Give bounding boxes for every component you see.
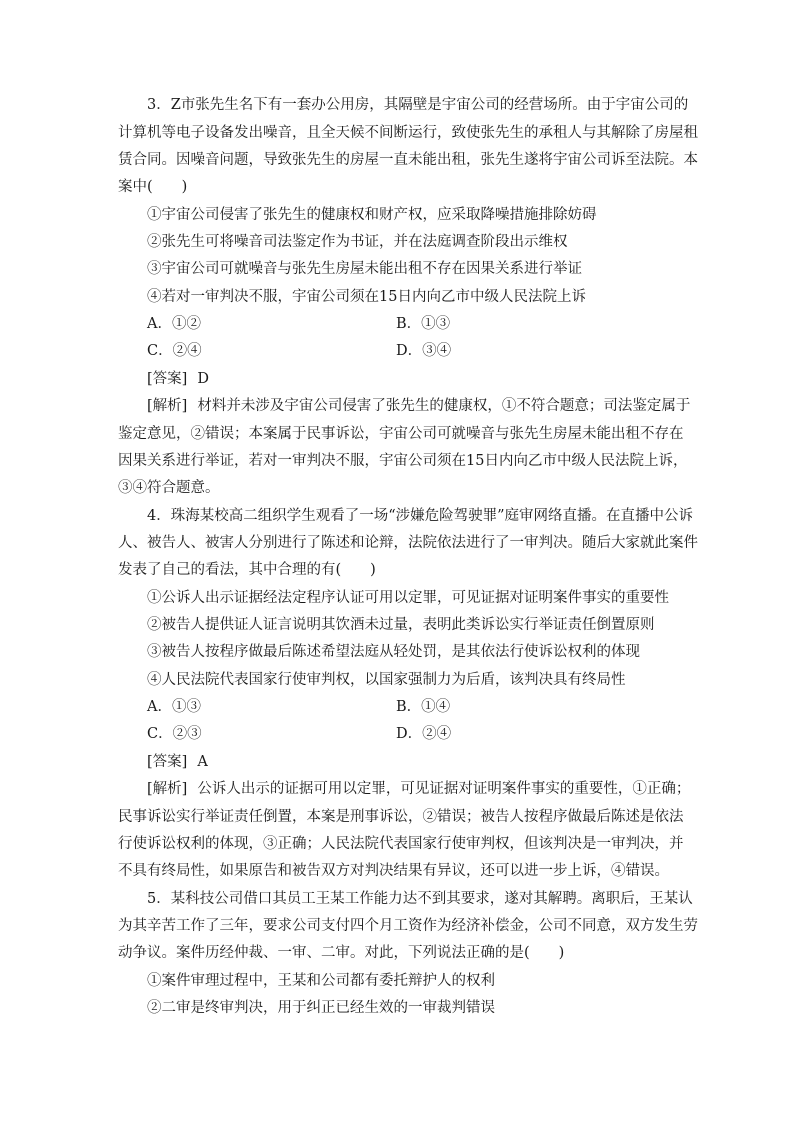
q3-stem-line-3: 赁合同。因噪音问题，导致张先生的房屋一直未能出租，张先生遂将宇宙公司诉至法院。本 xyxy=(118,152,698,168)
q3-stem-line-2: 计算机等电子设备发出噪音，且全天候不间断运行，致使张先生的承租人与其解除了房屋租 xyxy=(118,125,698,141)
q4-option-c: C．②③ xyxy=(147,726,202,742)
q4-option-a: A．①③ xyxy=(147,699,201,715)
q5-stem-line-3: 动争议。案件历经仲裁、一审、二审。对此，下列说法正确的是( ) xyxy=(118,945,565,961)
q4-statement-2: ②被告人提供证人证言说明其饮酒未过量，表明此类诉讼实行举证责任倒置原则 xyxy=(147,617,655,633)
q4-analysis-line-3: 行使诉讼权利的体现，③正确；人民法院代表国家行使审判权，但该判决是一审判决，并 xyxy=(118,836,684,852)
q3-answer-label: [答案] xyxy=(147,371,188,387)
q4-analysis-line-4: 不具有终局性，如果原告和被告双方对判决结果有异议，还可以进一步上诉，④错误。 xyxy=(118,863,669,879)
q3-analysis-line-4: ③④符合题意。 xyxy=(118,480,220,496)
q3-option-b: B．①③ xyxy=(396,316,451,332)
q3-option-c: C．②④ xyxy=(147,343,202,359)
q3-statement-3: ③宇宙公司可就噪音与张先生房屋未能出租不存在因果关系进行举证 xyxy=(147,261,582,277)
q3-stem-line-4: 案中( ) xyxy=(118,179,188,195)
q4-answer xyxy=(147,752,208,772)
q4-statement-4: ④人民法院代表国家行使审判权，以国家强制力为后盾，该判决具有终局性 xyxy=(147,672,626,688)
q3-analysis-label: [解析] xyxy=(147,398,188,414)
q4-option-d: D．②④ xyxy=(396,726,452,742)
q4-answer-label: [答案] xyxy=(147,754,188,770)
q5-stem-line-1: 5．某科技公司借口其员工王某工作能力达不到其要求，遂对其解聘。离职后，王某认 xyxy=(147,891,693,907)
q4-stem-line-2: 人、被告人、被害人分别进行了陈述和论辩，法院依法进行了一审判决。随后大家就此案件 xyxy=(118,535,698,551)
q3-option-a: A．①② xyxy=(147,316,201,332)
q3-statement-4: ④若对一审判决不服，宇宙公司须在15日内向乙市中级人民法院上诉 xyxy=(147,289,586,305)
q3-analysis-line-1 xyxy=(147,396,690,416)
q5-stem-line-2: 为其辛苦工作了三年，要求公司支付四个月工资作为经济补偿金，公司不同意，双方发生劳 xyxy=(118,918,698,934)
q4-analysis-label: [解析] xyxy=(147,781,188,797)
q3-analysis-text-1: 材料并未涉及宇宙公司侵害了张先生的健康权，①不符合题意；司法鉴定属于 xyxy=(197,398,691,414)
q3-analysis-line-3: 因果关系进行举证，若对一审判决不服，宇宙公司须在15日内向乙市中级人民法院上诉， xyxy=(118,453,688,469)
q4-analysis-line-1 xyxy=(147,779,690,799)
q4-stem-line-1: 4．珠海某校高二组织学生观看了一场“涉嫌危险驾驶罪”庭审网络直播。在直播中公诉 xyxy=(147,508,694,524)
q3-statement-2: ②张先生可将噪音司法鉴定作为书证，并在法庭调查阶段出示维权 xyxy=(147,234,568,250)
q3-answer-value: D xyxy=(197,371,209,387)
q4-statement-3: ③被告人按程序做最后陈述希望法庭从轻处罚，是其依法行使诉讼权利的体现 xyxy=(147,644,640,660)
q4-analysis-line-2: 民事诉讼实行举证责任倒置，本案是刑事诉讼，②错误；被告人按程序做最后陈述是依法 xyxy=(118,809,684,825)
q4-answer-value: A xyxy=(197,754,208,770)
q3-analysis-line-2: 鉴定意见，②错误；本案属于民事诉讼，宇宙公司可就噪音与张先生房屋未能出租不存在 xyxy=(118,426,684,442)
q3-stem-line-1: 3．Z市张先生名下有一套办公用房，其隔壁是宇宙公司的经营场所。由于宇宙公司的 xyxy=(147,97,689,113)
q4-stem-line-3: 发表了自己的看法，其中合理的有( ) xyxy=(118,562,376,578)
q3-statement-1: ①宇宙公司侵害了张先生的健康权和财产权，应采取降噪措施排除妨碍 xyxy=(147,207,597,223)
q5-statement-1: ①案件审理过程中，王某和公司都有委托辩护人的权利 xyxy=(147,973,495,989)
q3-answer xyxy=(147,369,209,389)
q4-option-b: B．①④ xyxy=(396,699,451,715)
q4-statement-1: ①公诉人出示证据经法定程序认证可用以定罪，可见证据对证明案件事实的重要性 xyxy=(147,590,669,606)
q3-option-d: D．③④ xyxy=(396,343,452,359)
q5-statement-2: ②二审是终审判决，用于纠正已经生效的一审裁判错误 xyxy=(147,1000,495,1016)
q4-analysis-text-1: 公诉人出示的证据可用以定罪，可见证据对证明案件事实的重要性，①正确； xyxy=(197,781,691,797)
